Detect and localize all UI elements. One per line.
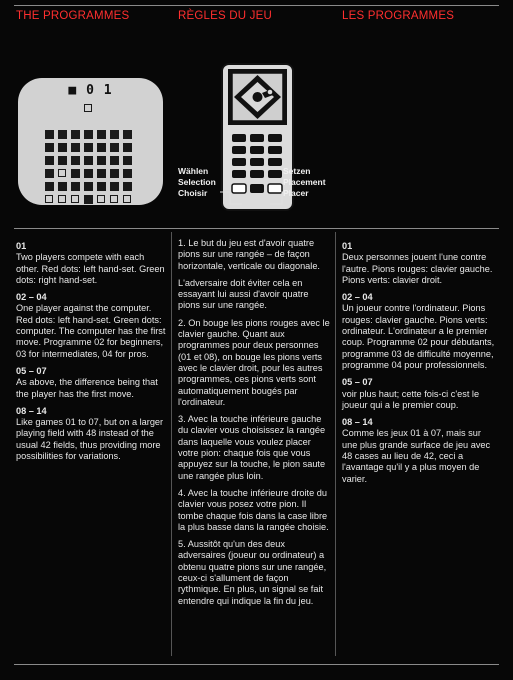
grid-cell <box>58 182 67 191</box>
grid-cell <box>45 117 54 126</box>
grid-cell <box>123 104 132 113</box>
section-heading: 08 – 14 <box>16 405 47 416</box>
grid-cell <box>58 156 67 165</box>
rule-paragraph: 5. Aussitôt qu'un des deux adversaires (joueur ou ordinateur) a obtenu quatre pions sur une rangée, ceux-ci s'allument de façon rythmique. En plus, un signal se fait entendre qui indique la fin du jeu. <box>178 539 327 606</box>
grid-cell <box>71 169 80 178</box>
grid-cell <box>110 117 119 126</box>
grid-cell <box>123 195 131 203</box>
grid-cell <box>84 169 93 178</box>
grid-cell <box>110 182 119 191</box>
rule-paragraph: 4. Avec la touche inférieure droite du clavier vous posez votre pion. Il tombe chaque fois dans la case libre la plus basse dans la rangée choisie. <box>178 487 329 532</box>
section-text: Comme les jeux 01 à 07, mais sur une plus grande surface de jeu avec 48 cases au lieu de 42, ceci a l'avantage qu'il y a plus moyen de varier. <box>342 428 491 484</box>
grid-cell <box>123 130 132 139</box>
grid-cell <box>58 143 67 152</box>
grid-cell <box>58 169 66 177</box>
grid-cell <box>71 182 80 191</box>
header-regles: RÈGLES DU JEU <box>178 10 272 22</box>
grid-cell <box>84 117 93 126</box>
grid-cell <box>97 195 105 203</box>
top-rule <box>14 5 499 6</box>
controller-label-place: Setzen Placement Placer <box>283 166 326 198</box>
grid-cell <box>71 117 80 126</box>
grid-cell <box>71 195 79 203</box>
section-heading: 02 – 04 <box>16 292 47 303</box>
column-divider-2 <box>335 232 336 656</box>
grid-cell <box>45 143 54 152</box>
grid-cell <box>123 182 132 191</box>
column-french <box>342 236 498 491</box>
header-programmes-fr: LES PROGRAMMES <box>342 10 455 22</box>
section-heading: 05 – 07 <box>16 365 47 376</box>
grid-cell <box>97 104 106 113</box>
section-heading: 02 – 04 <box>342 292 373 303</box>
grid-cell <box>58 117 67 126</box>
grid-cell <box>71 156 80 165</box>
section-text: voir plus haut; cette fois-ci c'est le joueur qui a le premier coup. <box>342 388 480 410</box>
column-divider-1 <box>171 232 172 656</box>
section-text: As above, the difference being that the player has the first move. <box>16 377 158 399</box>
rule-paragraph: 1. Le but du jeu est d'avoir quatre pions sur une rangée – de façon horizontale, verticale ou diagonale. <box>178 238 320 271</box>
grid-cell <box>45 169 54 178</box>
grid-cell <box>110 143 119 152</box>
section-text: Deux personnes jouent l'une contre l'autre. Pions rouges: clavier gauche. Pions verts: clavier droit. <box>342 252 493 285</box>
mid-rule <box>14 228 499 229</box>
grid-cell <box>58 195 66 203</box>
grid-cell <box>58 104 67 113</box>
section-heading: 01 <box>16 241 27 251</box>
tv-screen <box>18 78 163 205</box>
grid-cell <box>97 130 106 139</box>
rule-paragraph: L'adversaire doit éviter cela en essayant lui aussi d'avoir quatre pions sur une rangée. <box>178 277 309 311</box>
section-heading: 05 – 07 <box>342 377 373 388</box>
section-text: Un joueur contre l'ordinateur. Pions rouges: clavier gauche. Pions verts: ordinateur. L'ordinateur a le premier coup. Programme 02 pour débutants, programme 03 de difficulté moyenne, programme 04 pour professionnels. <box>342 303 495 370</box>
grid-cell <box>97 156 106 165</box>
grid-cell <box>71 130 80 139</box>
tv-score: ■ 0 1 <box>68 83 113 98</box>
rule-paragraph: 3. Avec la touche inférieure gauche du clavier vous choisissez la rangée dans laquelle vous voulez placer votre pion: chaque fois que vous appuyez sur la touche, le pion saute une rangée plus loin. <box>178 414 326 481</box>
grid-cell <box>84 130 93 139</box>
column-english <box>16 236 166 468</box>
grid-cell <box>97 117 106 126</box>
grid-cell <box>97 169 106 178</box>
section-text: Two players compete with each other. Red dots: left hand-set. Green dots: right hand-set. <box>16 252 165 285</box>
column-rules <box>178 238 331 613</box>
section-text: Like games 01 to 07, but on a larger playing field with 48 instead of the usual 42 fields, thus providing more possibilities for variations. <box>16 417 164 462</box>
section-text: One player against the computer. Red dots: left hand-set. Green dots: computer. The computer has the first move. Programme 02 for beginners, 03 for intermediates, 04 for pros. <box>16 303 166 359</box>
rule-paragraph: 2. On bouge les pions rouges avec le clavier gauche. Quant aux programmes pour deux personnes (01 et 08), on bouge les pions verts avec le clavier droit, pour les autres programmes, ces pions verts sont automatiquement bougés par l'ordinateur. <box>178 317 330 407</box>
controller-label-select: Wählen Selection Choisir <box>178 166 216 198</box>
header-programmes-en: THE PROGRAMMES <box>16 10 130 22</box>
grid-cell <box>45 104 54 113</box>
grid-cell <box>45 195 53 203</box>
grid-cell <box>123 117 132 126</box>
grid-cell <box>110 130 119 139</box>
grid-cell <box>71 143 80 152</box>
section-heading: 01 <box>342 241 353 251</box>
grid-cell <box>84 156 93 165</box>
grid-cell <box>97 182 106 191</box>
section-heading: 08 – 14 <box>342 417 373 428</box>
grid-cell <box>71 104 80 113</box>
grid-cell <box>84 182 93 191</box>
grid-cell <box>123 169 132 178</box>
bottom-rule <box>14 664 499 665</box>
grid-cell <box>84 195 93 204</box>
grid-cell <box>97 143 106 152</box>
grid-cell <box>123 156 132 165</box>
game-grid <box>45 104 137 204</box>
grid-cell <box>58 130 67 139</box>
grid-cell <box>84 143 93 152</box>
grid-cell <box>45 156 54 165</box>
grid-cell <box>110 104 119 113</box>
grid-cell <box>123 143 132 152</box>
grid-cell <box>110 169 119 178</box>
grid-cell <box>45 130 54 139</box>
grid-cell <box>110 195 118 203</box>
grid-cell <box>45 182 54 191</box>
grid-cell <box>84 104 92 112</box>
grid-cell <box>110 156 119 165</box>
